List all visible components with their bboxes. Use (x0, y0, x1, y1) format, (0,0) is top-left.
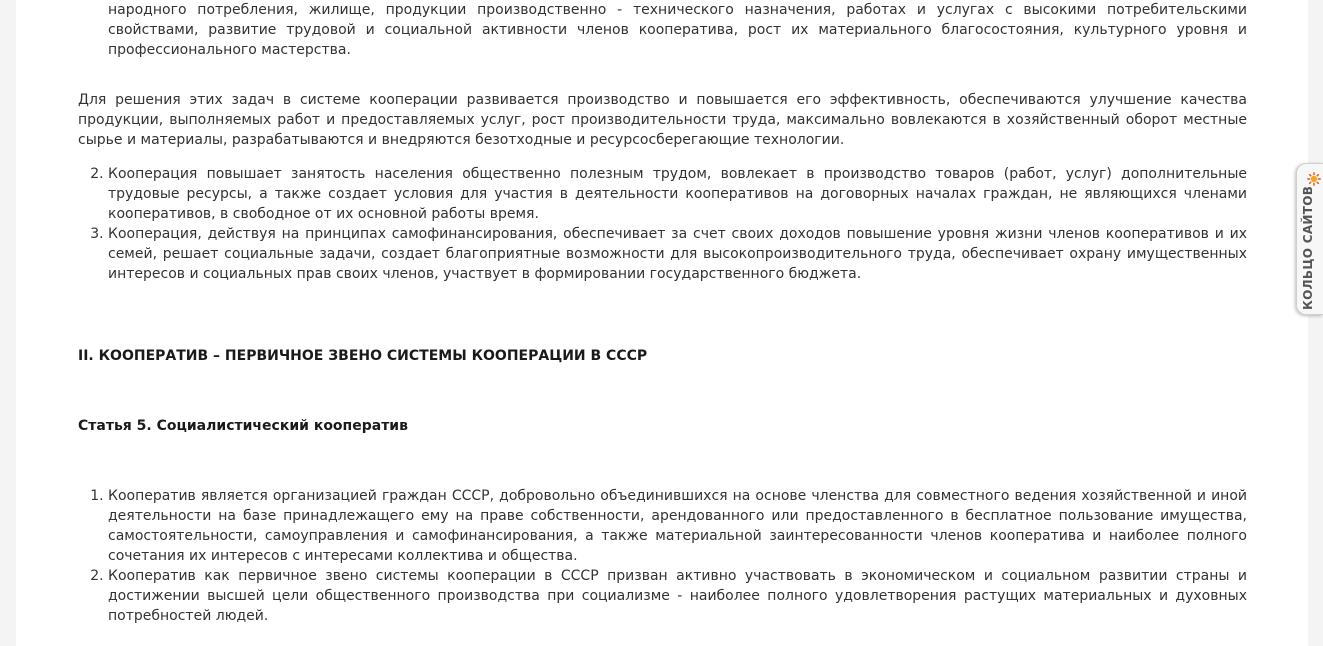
site-ring-tab[interactable] (1296, 163, 1323, 315)
numbered-list-b (78, 164, 1247, 284)
site-ring-label: КОЛЬЦО САЙТОВ (1301, 185, 1315, 310)
article-heading: Статья 5. Социалистический кооператив (78, 418, 408, 434)
paragraph: Для решения этих задач в системе кооперации развивается производство и повышается его эффективность, обеспечиваются улучшение качества продукции, выполняемых работ и предоставляемых услуг, рост производительности труда, максимально вовлекаются в хозяйственный оборот местные сырье и материалы, разрабатываются и внедряются безотходные и ресурсосберегающие технологии. (78, 92, 1247, 148)
document-page (16, 0, 1308, 646)
document-content (78, 0, 1247, 626)
list-item: 2. Кооператив как первичное звено системы кооперации в СССР призван активно участвовать в экономическом и социальном развитии страны и достижении высшей цели общественного производства при социализме - наиболее полного удовлетворения растущих материальных и духовных потребностей людей. (108, 566, 1247, 626)
list-item: 3. Кооперация, действуя на принципах самофинансирования, обеспечивает за счет своих доходов повышение уровня жизни членов кооперативов и их семей, решает социальные задачи, создает благоприятные возможности для высокопроизводительного труда, обеспечивает охрану имущественных интересов и социальных прав своих членов, участвует в формировании государственного бюджета. (108, 224, 1247, 284)
list-item: 2. Кооперация повышает занятость населения общественно полезным трудом, вовлекает в производство товаров (работ, услуг) дополнительные трудовые ресурсы, а также создает условия для участия в деятельности кооперативов на договорных началах граждан, не являющихся членами кооперативов, в свободное от их основной работы время. (108, 164, 1247, 224)
numbered-list-a (78, 0, 1247, 60)
list-item: 1. Кооператив является организацией граждан СССР, добровольно объединившихся на основе членства для совместного ведения хозяйственной и иной деятельности на базе принадлежащего ему на праве собственности, арендованного или предоставленного в бесплатное пользование имущества, самостоятельности, самоуправления и самофинансирования, а также материальной заинтересованности членов кооператива и наиболее полного сочетания их интересов с интересами коллектива и общества. (108, 486, 1247, 566)
numbered-list-c (78, 486, 1247, 626)
section-heading: II. КООПЕРАТИВ – ПЕРВИЧНОЕ ЗВЕНО СИСТЕМЫ КООПЕРАЦИИ В СССР (78, 348, 648, 364)
sun-icon (1307, 172, 1321, 186)
list-item: 1. народного потребления, жилище, продукции производственно - технического назначения, работах и услугах с высокими потребительскими свойствами, развитие трудовой и социальной активности членов кооператива, рост их материального благосостояния, культурного уровня и профессионального мастерства. (108, 0, 1247, 60)
